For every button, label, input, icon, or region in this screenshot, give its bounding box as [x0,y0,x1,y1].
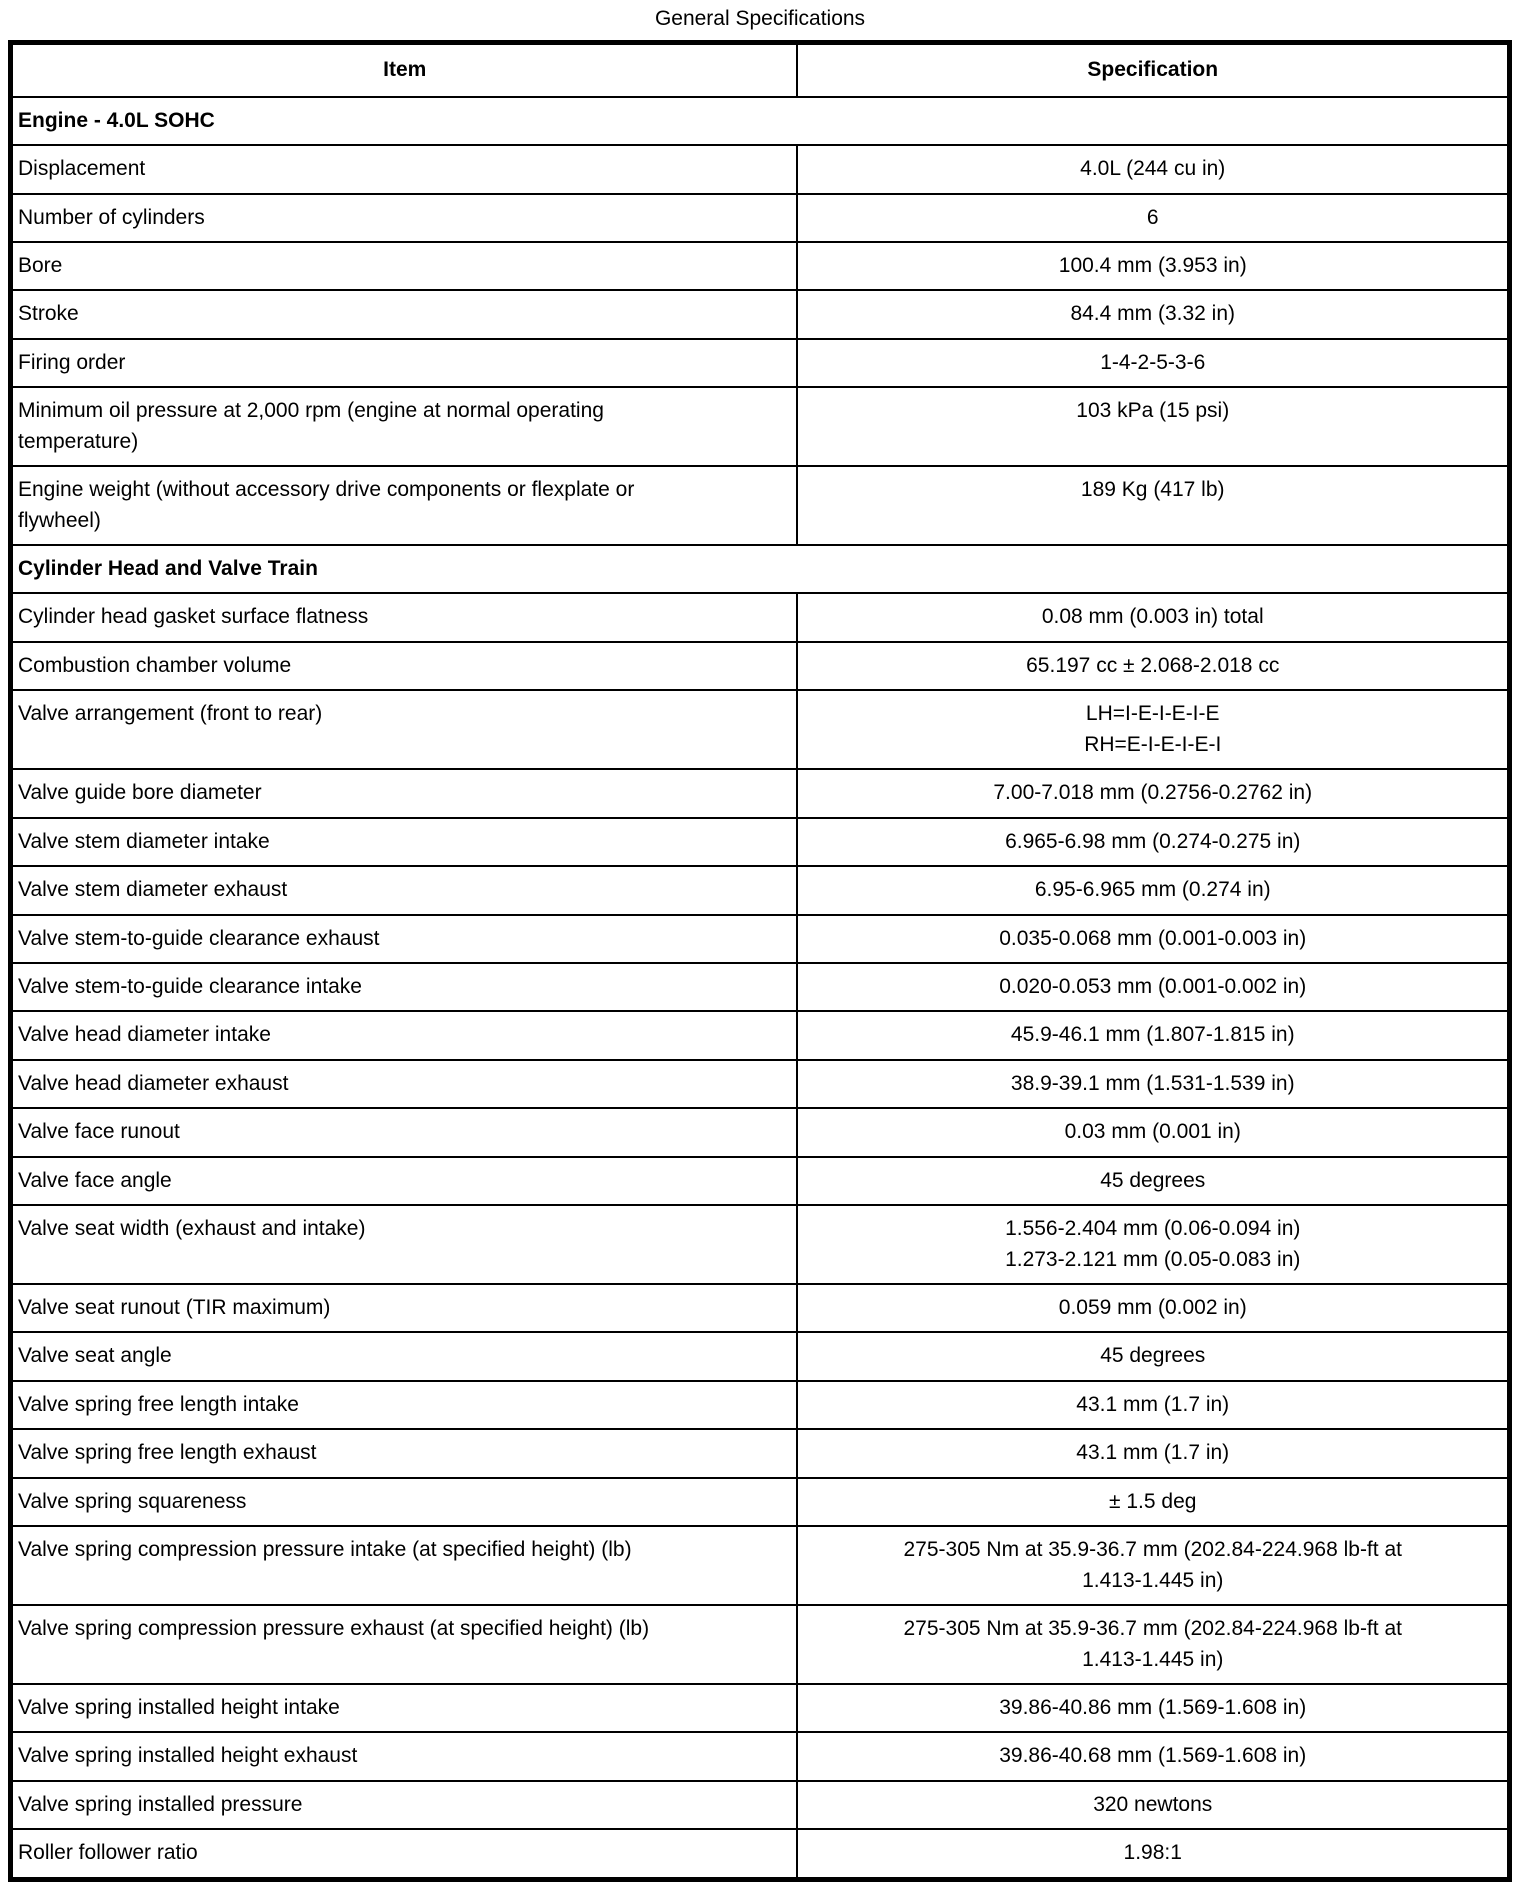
table-row [11,1429,1510,1477]
table-row [11,1478,1510,1526]
table-row [11,145,1510,193]
item-cell: Valve spring free length exhaust [11,1429,798,1477]
table-row [11,915,1510,963]
table-row [11,1205,1510,1284]
table-row [11,1157,1510,1205]
item-cell: Valve arrangement (front to rear) [11,690,798,769]
item-cell: Valve spring squareness [11,1478,798,1526]
item-cell: Valve spring free length intake [11,1381,798,1429]
item-cell: Combustion chamber volume [11,642,798,690]
item-cell: Cylinder head gasket surface flatness [11,593,798,641]
item-cell: Valve stem-to-guide clearance intake [11,963,798,1011]
table-row [11,866,1510,914]
item-cell: Valve head diameter exhaust [11,1060,798,1108]
spec-cell: 275-305 Nm at 35.9-36.7 mm (202.84-224.968 lb-ft at 1.413-1.445 in) [797,1526,1509,1605]
table-row [11,593,1510,641]
section-row [11,545,1510,593]
table-row [11,466,1510,545]
table-row [11,1108,1510,1156]
table-row [11,1060,1510,1108]
table-row [11,1829,1510,1879]
item-cell: Valve stem diameter exhaust [11,866,798,914]
item-cell: Valve guide bore diameter [11,769,798,817]
item-cell: Valve face angle [11,1157,798,1205]
table-row [11,1332,1510,1380]
item-cell: Valve stem-to-guide clearance exhaust [11,915,798,963]
spec-cell: 100.4 mm (3.953 in) [797,242,1509,290]
table-row [11,1381,1510,1429]
item-cell: Minimum oil pressure at 2,000 rpm (engine at normal operating temperature) [11,387,798,466]
item-cell: Number of cylinders [11,194,798,242]
table-row [11,1526,1510,1605]
table-row [11,1781,1510,1829]
spec-cell: 6.965-6.98 mm (0.274-0.275 in) [797,818,1509,866]
item-cell: Valve spring installed height exhaust [11,1732,798,1780]
item-cell: Valve seat angle [11,1332,798,1380]
spec-cell: 0.035-0.068 mm (0.001-0.003 in) [797,915,1509,963]
table-row [11,1605,1510,1684]
table-row [11,818,1510,866]
section-row [11,97,1510,145]
spec-cell: 45 degrees [797,1157,1509,1205]
spec-cell: 84.4 mm (3.32 in) [797,290,1509,338]
spec-cell: 189 Kg (417 lb) [797,466,1509,545]
item-column-header: Item [11,43,798,97]
spec-cell: 0.020-0.053 mm (0.001-0.002 in) [797,963,1509,1011]
item-cell: Displacement [11,145,798,193]
item-cell: Valve spring installed pressure [11,1781,798,1829]
item-cell: Valve spring installed height intake [11,1684,798,1732]
spec-cell: 0.03 mm (0.001 in) [797,1108,1509,1156]
spec-cell: 45 degrees [797,1332,1509,1380]
spec-cell: 4.0L (244 cu in) [797,145,1509,193]
table-row [11,642,1510,690]
header-row [11,43,1510,97]
spec-cell: 65.197 cc ± 2.068-2.018 cc [797,642,1509,690]
spec-cell: 7.00-7.018 mm (0.2756-0.2762 in) [797,769,1509,817]
table-row [11,194,1510,242]
specification-column-header: Specification [797,43,1509,97]
table-row [11,1684,1510,1732]
spec-cell: LH=I-E-I-E-I-E RH=E-I-E-I-E-I [797,690,1509,769]
item-cell: Valve face runout [11,1108,798,1156]
spec-cell: 6 [797,194,1509,242]
spec-cell: 275-305 Nm at 35.9-36.7 mm (202.84-224.968 lb-ft at 1.413-1.445 in) [797,1605,1509,1684]
item-cell: Engine weight (without accessory drive components or flexplate or flywheel) [11,466,798,545]
item-cell: Valve spring compression pressure exhaust (at specified height) (lb) [11,1605,798,1684]
spec-cell: 320 newtons [797,1781,1509,1829]
spec-cell: 43.1 mm (1.7 in) [797,1429,1509,1477]
item-cell: Valve seat runout (TIR maximum) [11,1284,798,1332]
table-body [11,97,1510,1880]
table-row [11,1732,1510,1780]
item-cell: Valve head diameter intake [11,1011,798,1059]
item-cell: Valve stem diameter intake [11,818,798,866]
item-cell: Valve spring compression pressure intake (at specified height) (lb) [11,1526,798,1605]
spec-cell: 1.98:1 [797,1829,1509,1879]
table-row [11,387,1510,466]
item-cell: Roller follower ratio [11,1829,798,1879]
table-row [11,242,1510,290]
table-row [11,1284,1510,1332]
item-cell: Valve seat width (exhaust and intake) [11,1205,798,1284]
item-cell: Stroke [11,290,798,338]
spec-cell: 39.86-40.68 mm (1.569-1.608 in) [797,1732,1509,1780]
general-specifications-table [8,40,1512,1882]
table-row [11,690,1510,769]
table-row [11,339,1510,387]
item-cell: Firing order [11,339,798,387]
item-cell: Bore [11,242,798,290]
table-row [11,769,1510,817]
section-label: Engine - 4.0L SOHC [11,97,1510,145]
spec-cell: 43.1 mm (1.7 in) [797,1381,1509,1429]
table-row [11,290,1510,338]
spec-cell: 0.059 mm (0.002 in) [797,1284,1509,1332]
table-row [11,963,1510,1011]
spec-cell: 6.95-6.965 mm (0.274 in) [797,866,1509,914]
spec-cell: 0.08 mm (0.003 in) total [797,593,1509,641]
spec-cell: 39.86-40.86 mm (1.569-1.608 in) [797,1684,1509,1732]
spec-cell: 1.556-2.404 mm (0.06-0.094 in) 1.273-2.121 mm (0.05-0.083 in) [797,1205,1509,1284]
spec-cell: ± 1.5 deg [797,1478,1509,1526]
spec-cell: 45.9-46.1 mm (1.807-1.815 in) [797,1011,1509,1059]
table-row [11,1011,1510,1059]
spec-cell: 103 kPa (15 psi) [797,387,1509,466]
section-label: Cylinder Head and Valve Train [11,545,1510,593]
spec-cell: 38.9-39.1 mm (1.531-1.539 in) [797,1060,1509,1108]
spec-cell: 1-4-2-5-3-6 [797,339,1509,387]
page-title: General Specifications [654,7,866,30]
